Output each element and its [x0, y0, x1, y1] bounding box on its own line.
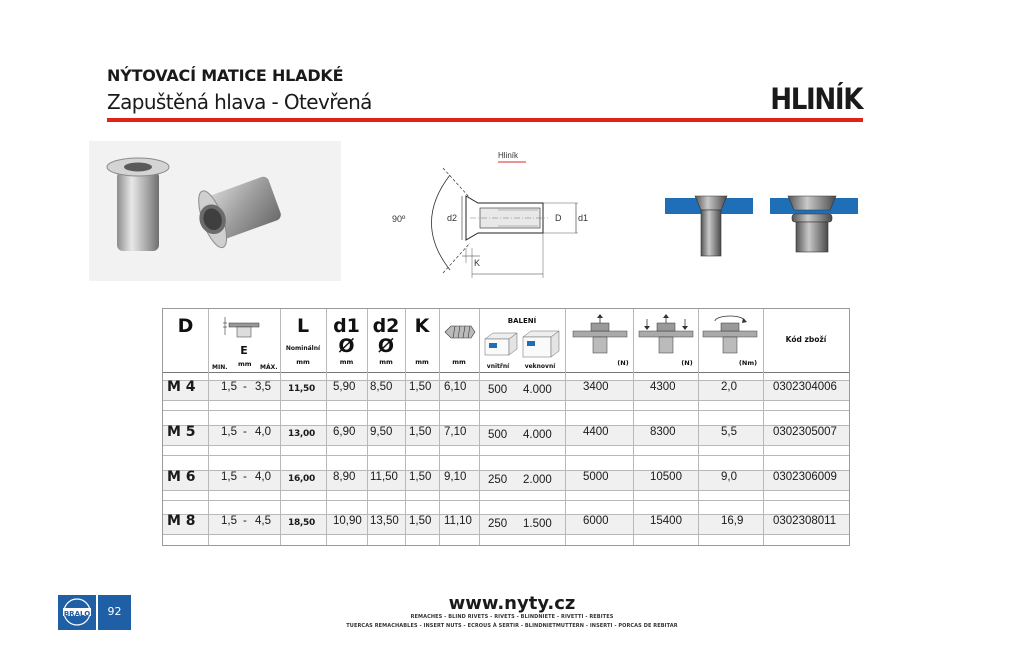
cell-d1: 10,90 [333, 515, 362, 527]
cell-l: 18,50 [288, 518, 315, 528]
diagram-material-label: Hliník [498, 151, 519, 160]
cell-d2: 8,50 [370, 381, 393, 393]
header-separator [163, 372, 849, 373]
cell-code: 0302304006 [773, 381, 837, 393]
cell-torque: 2,0 [721, 381, 737, 393]
header-d2-unit: mm [379, 358, 393, 366]
cell-outer: 1.500 [523, 518, 552, 530]
cell-d1: 6,90 [333, 426, 356, 438]
cell-f2: 10500 [650, 471, 682, 483]
cell-f1: 4400 [583, 426, 609, 438]
diagram-k-label: K [474, 258, 481, 268]
page-number: 92 [107, 605, 122, 618]
screw-icon [443, 323, 477, 341]
torque-icon [701, 313, 759, 359]
cell-f1: 5000 [583, 471, 609, 483]
header-l-nominal: Nominální [285, 345, 321, 352]
cell-k: 1,50 [409, 471, 432, 483]
header-force2-unit: (N) [681, 359, 693, 367]
cell-e-sep: - [243, 515, 247, 527]
technical-diagram [388, 148, 588, 288]
installation-before-illustration [665, 192, 755, 262]
cell-e-sep: - [243, 426, 247, 438]
cell-l: 16,00 [288, 474, 315, 484]
grip-range-icon [221, 315, 267, 343]
product-photo [89, 141, 341, 281]
header-screw-unit: mm [452, 358, 466, 366]
diagram-angle-label: 90º [392, 214, 406, 224]
cell-d1: 5,90 [333, 381, 356, 393]
cell-code: 0302308011 [773, 515, 837, 527]
cell-outer: 4.000 [523, 384, 552, 396]
material-heading: HLINÍK [770, 82, 862, 116]
cell-outer: 2.000 [523, 474, 552, 486]
diagram-d2-label: d2 [447, 213, 458, 223]
package-icon [483, 329, 563, 359]
cell-d2: 13,50 [370, 515, 399, 527]
cell-k: 1,50 [409, 515, 432, 527]
installation-after-illustration [770, 192, 860, 262]
tensile-force-icon [571, 313, 629, 359]
header-torque-unit: (Nm) [738, 359, 758, 367]
header-code: Kód zboží [785, 335, 827, 344]
cell-e-min: 1,5 [221, 426, 237, 438]
cell-outer: 4.000 [523, 429, 552, 441]
cell-inner: 500 [488, 429, 508, 441]
diagram-d-label: D [555, 213, 562, 223]
cell-size: M 8 [167, 513, 196, 529]
header-k-unit: mm [415, 358, 429, 366]
shear-force-icon [637, 313, 695, 359]
header-inner-pack: vnitřní [486, 363, 510, 370]
cell-e-min: 1,5 [221, 381, 237, 393]
footer-tagline-1: REMACHES - BLIND RIVETS - RIVETS - BLINDNIETE - RIVETTI - REBITES [410, 614, 614, 620]
cell-e-max: 4,5 [255, 515, 271, 527]
cell-screw: 6,10 [444, 381, 467, 393]
diagram-d1-label: d1 [578, 213, 588, 223]
cell-e-max: 4,0 [255, 426, 271, 438]
header-l-unit: mm [296, 358, 310, 366]
header-e-max: MÁX. [260, 364, 278, 371]
cell-k: 1,50 [409, 426, 432, 438]
header-outer-pack: veknovní [524, 363, 556, 370]
cell-inner: 500 [488, 384, 508, 396]
header-l: L [296, 315, 310, 337]
header-force1-unit: (N) [617, 359, 629, 367]
cell-f1: 6000 [583, 515, 609, 527]
header-e-unit: mm [238, 360, 252, 368]
cell-e-max: 4,0 [255, 471, 271, 483]
cell-inner: 250 [488, 518, 508, 530]
cell-e-min: 1,5 [221, 515, 237, 527]
header-d1: d1 [333, 315, 360, 337]
footer-tagline-2: TUERCAS REMACHABLES - INSERT NUTS - ECROUS À SERTIR - BLINDNIETMUTTERN - INSERTI - PORCAS DE REBITAR [346, 623, 678, 629]
header-d1-diameter: Ø [338, 335, 355, 357]
cell-e-sep: - [243, 381, 247, 393]
header-baleni: BALENÍ [507, 317, 537, 325]
brand-name: BRALO [63, 610, 91, 618]
header-e: E [240, 344, 248, 357]
header-d1-unit: mm [339, 358, 354, 366]
page-title: NÝTOVACÍ MATICE HLADKÉ [107, 66, 344, 85]
cell-l: 13,00 [288, 429, 315, 439]
cell-size: M 5 [167, 424, 196, 440]
header-d: D [177, 315, 194, 337]
cell-e-min: 1,5 [221, 471, 237, 483]
header-d2-diameter: Ø [377, 335, 395, 357]
header-k: K [414, 315, 430, 337]
cell-l: 11,50 [288, 384, 315, 394]
cell-torque: 9,0 [721, 471, 737, 483]
cell-f2: 8300 [650, 426, 676, 438]
cell-d2: 9,50 [370, 426, 393, 438]
cell-screw: 11,10 [444, 515, 472, 527]
cell-d1: 8,90 [333, 471, 356, 483]
cell-screw: 9,10 [444, 471, 467, 483]
cell-code: 0302306009 [773, 471, 837, 483]
page-subtitle: Zapuštěná hlava - Otevřená [107, 90, 372, 114]
cell-f2: 15400 [650, 515, 682, 527]
cell-torque: 5,5 [721, 426, 737, 438]
header-d2: d2 [372, 315, 400, 337]
cell-f1: 3400 [583, 381, 609, 393]
header-divider [107, 118, 863, 122]
cell-f2: 4300 [650, 381, 676, 393]
cell-size: M 4 [167, 379, 196, 395]
cell-inner: 250 [488, 474, 508, 486]
cell-d2: 11,50 [370, 471, 398, 483]
cell-size: M 6 [167, 469, 196, 485]
cell-screw: 7,10 [444, 426, 467, 438]
cell-e-max: 3,5 [255, 381, 271, 393]
spec-table [162, 308, 850, 546]
cell-k: 1,50 [409, 381, 432, 393]
header-e-min: MIN. [212, 364, 228, 371]
website-link[interactable]: www.nyty.cz [448, 593, 576, 614]
cell-code: 0302305007 [773, 426, 837, 438]
cell-e-sep: - [243, 471, 247, 483]
cell-torque: 16,9 [721, 515, 744, 527]
